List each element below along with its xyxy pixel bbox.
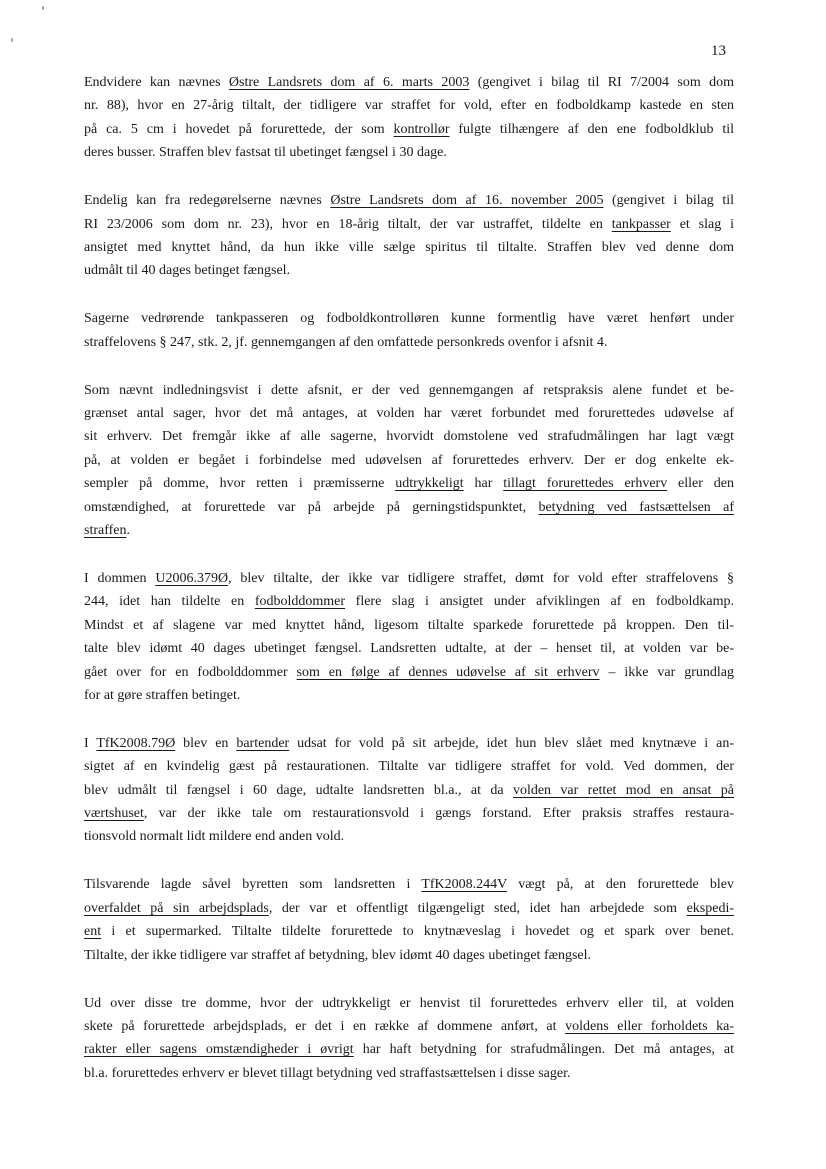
text-line [84, 307, 734, 330]
text-line [84, 567, 734, 590]
text-line [84, 236, 734, 259]
underlined-text-run: udtrykkeligt [395, 476, 464, 492]
text-run: et slag i [670, 216, 734, 232]
text-line [84, 614, 734, 637]
text-run: blev en [175, 735, 237, 751]
text-run: nr. 88), hvor en 27-årig tiltalt, der tidligere var straffet for vold, efter en fodboldkamp kastede en sten [84, 98, 734, 114]
text-line [84, 873, 734, 896]
text-run: Endvidere kan nævnes [84, 75, 229, 90]
text-line [84, 825, 734, 848]
underlined-text-run: straffen [84, 523, 127, 538]
underlined-text-run: tillagt forurettedes erhverv [503, 476, 668, 492]
underlined-text-run: volden var rettet mod en ansat på [512, 782, 734, 798]
text-run: sigtet af en kvindelig gæst på restaurationen. Tiltalte var tidligere straffet for vold. Ved dommen, der [84, 759, 734, 775]
text-line [84, 118, 734, 141]
text-run: Ud over disse tre domme, hvor der udtrykkeligt er henvist til forurettedes erhverv eller til, at volden [84, 995, 734, 1011]
underlined-text-run: Østre Landsrets dom af 16. november 2005 [330, 193, 604, 209]
text-run: fulgte tilhængere af den ene fodboldklub til [449, 121, 734, 137]
underlined-text-run: TfK2008.244V [421, 877, 508, 893]
text-run: straffelovens § 247, stk. 2, jf. gennemgangen af den omfattede personkreds ovenfor i afsnit 4. [84, 334, 608, 350]
text-run: Mindst et af slagene var med knyttet hånd, ligesom tiltalte sparkede forurettede på kroppen. Den til- [84, 617, 734, 633]
text-run: Tilsvarende lagde såvel byretten som landsretten i [84, 877, 422, 893]
text-run: gået over for en fodbolddommer [84, 664, 297, 680]
underlined-text-run: bartender [236, 735, 290, 751]
text-line [84, 732, 734, 755]
text-run: talte blev idømt 40 dages ubetinget fængsel. Landsretten udtalte, at der – henset til, at volden var be- [84, 641, 734, 657]
text-line [84, 472, 734, 495]
text-run: Som nævnt indledningsvist i dette afsnit, er der ved gennemgangen af retspraksis alene fundet et be- [84, 382, 734, 398]
underlined-text-run: ent [84, 924, 102, 940]
text-line [84, 637, 734, 660]
text-run: omstændighed, at forurettede var på arbejde på gerningstidspunktet, [84, 499, 539, 515]
text-line [84, 779, 734, 802]
text-run: skete på forurettede arbejdsplads, er det i en række af dommene anført, at [84, 1018, 566, 1034]
underlined-text-run: tankpasser [611, 216, 671, 232]
text-run: sit erhverv. Det fremgår ikke af alle sagerne, hvorvidt domstolene ved strafudmålingen har lagt vægt [84, 429, 734, 445]
text-line [84, 71, 734, 94]
text-run: 244, idet han tildelte en [84, 594, 255, 610]
text-line [84, 259, 734, 282]
text-run: grænset antal sager, hvor det må antages, at volden har været forbundet med forurettedes udøvelse af [84, 405, 734, 421]
text-line [84, 213, 734, 236]
text-line [84, 379, 734, 402]
text-line [84, 402, 734, 425]
underlined-text-run: TfK2008.79Ø [96, 735, 176, 751]
text-run: for at gøre straffen betinget. [84, 687, 241, 703]
document-body [84, 71, 734, 1085]
underlined-text-run: rakter eller sagens omstændigheder i øvrigt [84, 1042, 354, 1058]
text-run: blev udmålt til fængsel i 60 dage, udtalte landsretten bl.a., at da [84, 782, 513, 798]
text-run: i et supermarked. Tiltalte tildelte forurettede to knytnæveslag i hovedet og et spark over benet. [101, 924, 734, 940]
underlined-text-run: Østre Landsrets dom af 6. marts 2003 [228, 75, 470, 90]
text-run: . [126, 523, 130, 538]
text-line [84, 802, 734, 825]
text-run: – ikke var grundlag [599, 664, 734, 680]
paragraph [84, 379, 734, 543]
text-line [84, 1038, 734, 1061]
text-run: RI 23/2006 som dom nr. 23), hvor en 18-årig tiltalt, der var ustraffet, tildelte en [84, 216, 612, 232]
scan-artifact-speck [42, 6, 44, 10]
text-line [84, 590, 734, 613]
paragraph [84, 992, 734, 1086]
text-line [84, 755, 734, 778]
text-run: , der var et offentligt tilgængeligt sted, idet han arbejdede som [268, 900, 687, 916]
text-run: vægt på, at den forurettede blev [507, 877, 734, 893]
underlined-text-run: værtshuset [84, 806, 144, 822]
text-line [84, 449, 734, 472]
text-run: (gengivet i bilag til [603, 193, 735, 209]
text-run: sempler på domme, hvor retten i præmisserne [84, 476, 396, 492]
text-run: bl.a. forurettedes erhverv er blevet tillagt betydning ved straffastsættelsen i disse sager. [84, 1065, 571, 1081]
text-run: ansigtet med knyttet hånd, da hun ikke ville sælge spiritus til tiltalte. Straffen blev ved denne dom [84, 239, 734, 255]
paragraph [84, 71, 734, 165]
text-line [84, 1015, 734, 1038]
text-line [84, 897, 734, 920]
scan-artifact-speck [11, 38, 13, 42]
text-line [84, 684, 734, 707]
text-line [84, 331, 734, 354]
text-run: Endelig kan fra redegørelserne nævnes [84, 193, 331, 209]
text-line [84, 920, 734, 943]
text-line [84, 992, 734, 1015]
underlined-text-run: voldens eller forholdets ka- [565, 1018, 734, 1034]
text-run: eller den [667, 476, 734, 492]
text-run: tionsvold normalt lidt mildere end anden vold. [84, 829, 345, 845]
text-run: I dommen [84, 570, 156, 586]
text-line [84, 94, 734, 117]
text-run: , blev tiltalte, der ikke var tidligere straffet, dømt for vold efter straffelovens § [228, 570, 734, 586]
text-run: udsat for vold på sit arbejde, idet hun blev slået med knytnæve i an- [289, 735, 734, 751]
text-line [84, 661, 734, 684]
text-run: har haft betydning for strafudmålingen. Det må antages, at [353, 1042, 734, 1058]
text-run: på, at volden er begået i forbindelse med udøvelsen af forurettedes erhverv. Der er dog enkelte ek- [84, 452, 734, 468]
text-run: (gengivet i bilag til RI 7/2004 som dom [469, 75, 734, 90]
paragraph [84, 307, 734, 354]
text-line [84, 944, 734, 967]
underlined-text-run: betydning ved fastsættelsen af [538, 499, 734, 515]
underlined-text-run: som en følge af dennes udøvelse af sit erhverv [296, 664, 600, 680]
paragraph [84, 873, 734, 967]
text-run: , var der ikke tale om restaurationsvold i gængs forstand. Efter praksis straffes restaura- [143, 806, 734, 822]
underlined-text-run: overfaldet på sin arbejdsplads [84, 900, 269, 916]
text-line [84, 425, 734, 448]
text-line [84, 519, 734, 542]
paragraph [84, 732, 734, 849]
text-run: flere slag i ansigtet under afviklingen af en fodboldkamp. [345, 594, 734, 610]
text-run: Tiltalte, der ikke tidligere var straffet af betydning, blev idømt 40 dages ubetinget fængsel. [84, 947, 591, 963]
underlined-text-run: fodbolddommer [254, 594, 346, 610]
page-number: 13 [711, 43, 726, 59]
text-line [84, 189, 734, 212]
text-run: I [84, 735, 97, 751]
text-run: på ca. 5 cm i hovedet på forurettede, der som [84, 121, 394, 137]
paragraph [84, 189, 734, 283]
text-line [84, 496, 734, 519]
text-run: deres busser. Straffen blev fastsat til ubetinget fængsel i 30 dage. [84, 145, 447, 161]
underlined-text-run: ekspedi- [686, 900, 735, 916]
text-line [84, 141, 734, 164]
text-run: Sagerne vedrørende tankpasseren og fodboldkontrolløren kunne formentlig have været henført under [84, 311, 734, 327]
text-run: udmålt til 40 dages betinget fængsel. [84, 263, 291, 279]
text-run: har [463, 476, 504, 492]
text-line [84, 1062, 734, 1085]
underlined-text-run: kontrollør [393, 121, 450, 137]
paragraph [84, 567, 734, 707]
underlined-text-run: U2006.379Ø [155, 570, 229, 586]
